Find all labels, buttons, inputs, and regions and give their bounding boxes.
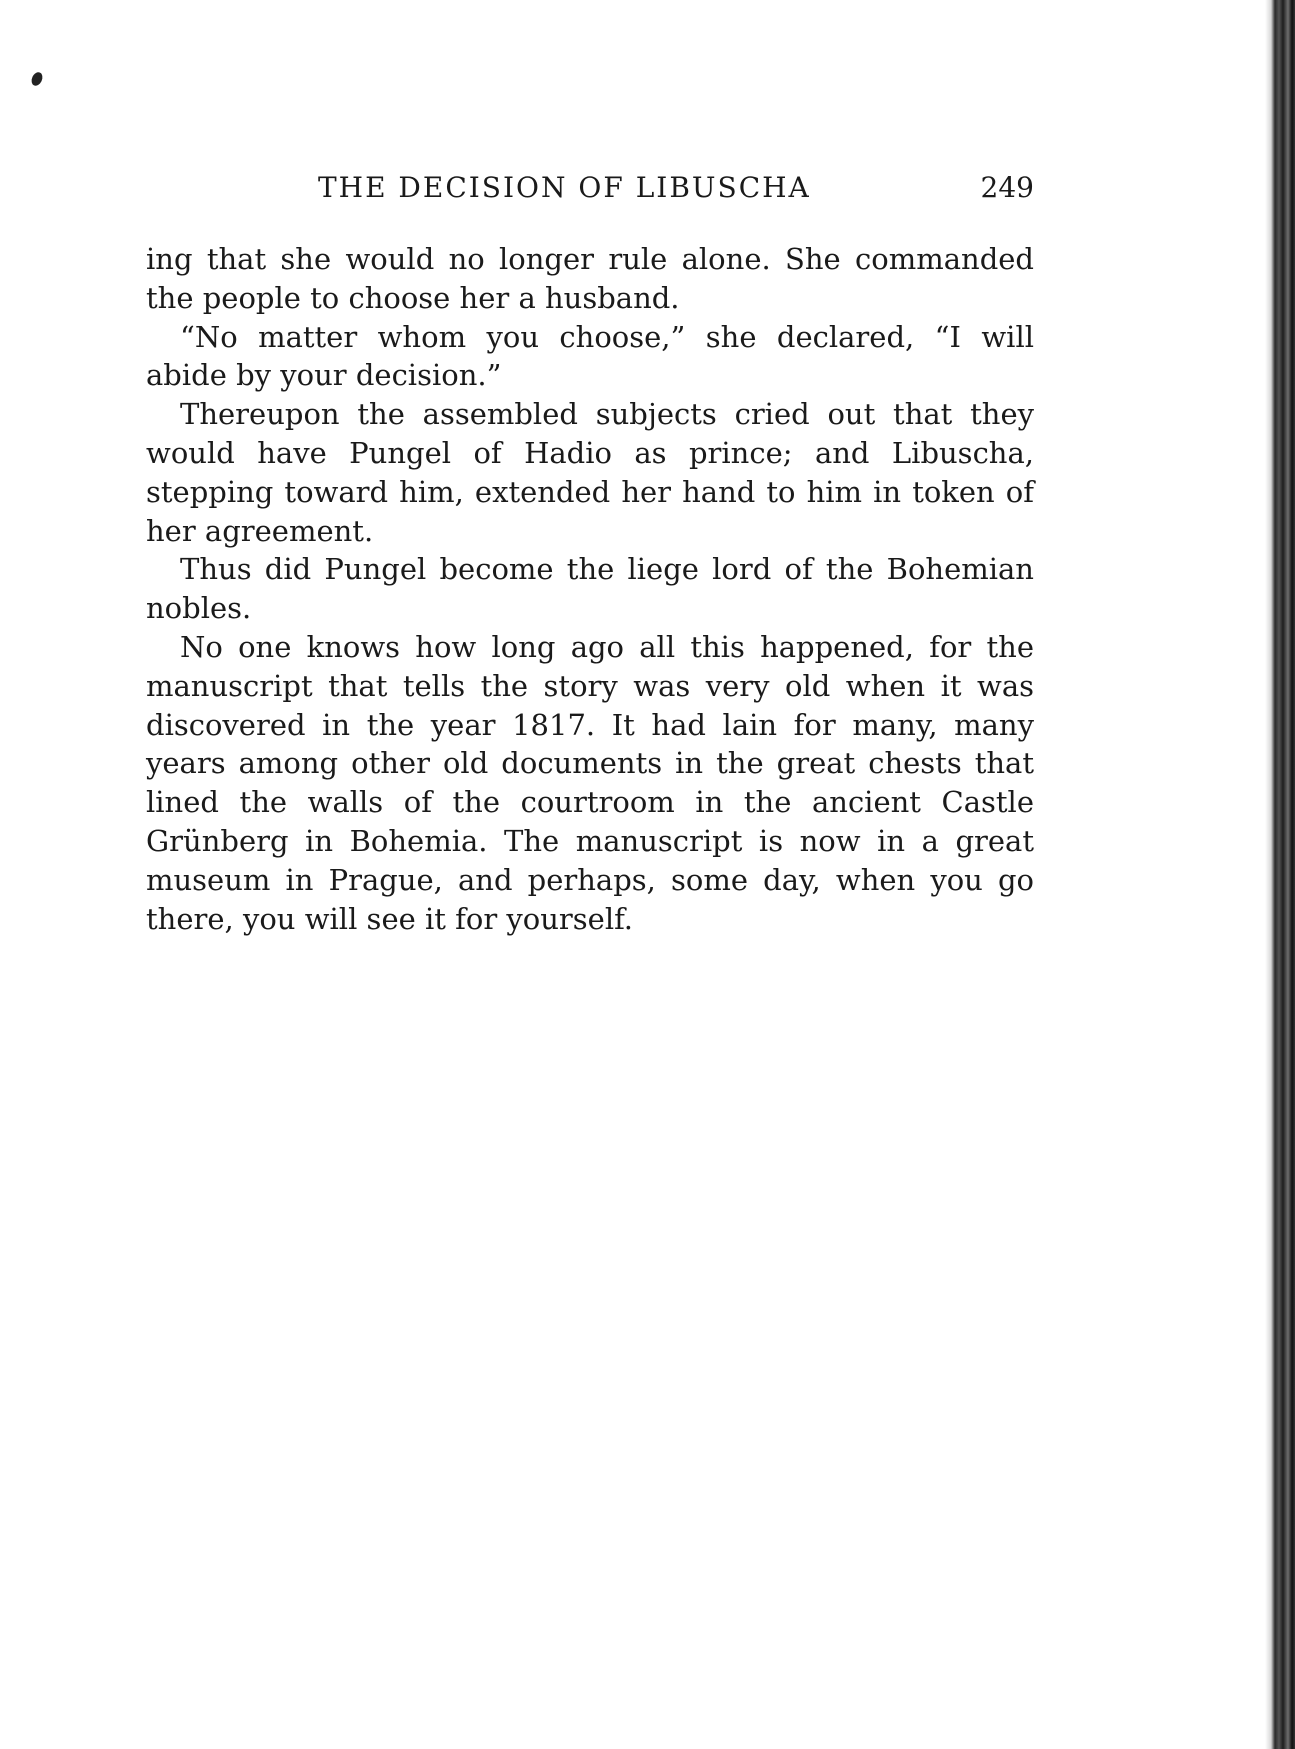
body-text: [146, 240, 1034, 938]
paragraph: Thus did Pungel become the liege lord of the Bohemian nobles.: [146, 552, 1034, 626]
ink-speck: [30, 71, 45, 88]
paragraph: ing that she would no longer rule alone. She commanded the people to choose her a husband.: [146, 242, 1034, 315]
paragraph: No one knows how long ago all this happened, for the manuscript that tells the story was very old when it was discovered in the year 1817. It had lain for many, many years among other old documents in the great chests that lined the walls of the courtroom in the ancient Castle Grünberg in Bohemia. The manuscript is now in a great museum in Prague, and perhaps, some day, when you go there, you will see it for yourself.: [146, 629, 1034, 936]
page-header: [146, 168, 1034, 208]
running-title: THE DECISION OF LIBUSCHA: [318, 171, 811, 204]
paragraph: Thereupon the assembled subjects cried out that they would have Pungel of Hadio as prince; and Libuscha, stepping toward him, extended her hand to him in token of her agreement.: [146, 397, 1034, 548]
scan-edge: [1265, 0, 1295, 1749]
paragraph: “No matter whom you choose,” she declared, “I will abide by your decision.”: [146, 319, 1034, 393]
page-number: 249: [980, 171, 1034, 204]
